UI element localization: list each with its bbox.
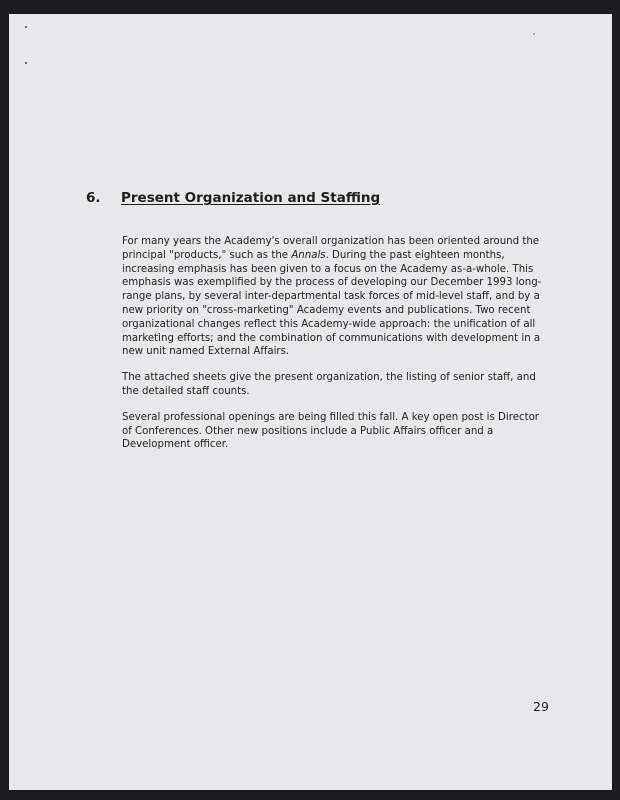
section-title: Present Organization and Staffing — [121, 190, 381, 206]
body-text — [122, 235, 552, 464]
section-heading — [86, 190, 380, 206]
scan-speck — [25, 62, 27, 64]
scan-speck — [25, 26, 27, 28]
paragraph-organization — [122, 235, 552, 359]
paragraph-openings: Several professional openings are being filled this fall. A key open post is Director of Conferences. Other new positions include a Public Affairs officer and a Development officer. — [122, 411, 539, 451]
page-number: 29 — [533, 699, 549, 714]
scan-speck — [533, 33, 535, 35]
paragraph-text: For many years the Academy's overall organization has been oriented around the principal "products," such as the — [122, 236, 540, 261]
paragraph-text: . During the past eighteen months, increasing emphasis has been given to a focus on the Academy as-a-whole. This emphasis was exemplified by the process of developing our December 1993 long-range plans, by several inter-departmental task forces of mid-level staff, and by a new priority on "cross-marketing" Academy events and publications. Two recent organizational changes reflect this Academy-wide approach: the unification of all marketing efforts; and the combination of communications with development in a new unit named External Affairs. — [122, 249, 542, 358]
paragraph-attached-sheets: The attached sheets give the present organization, the listing of senior staff, and the detailed staff counts. — [122, 372, 536, 397]
section-number: 6. — [86, 190, 101, 206]
publication-title: Annals — [291, 249, 326, 261]
